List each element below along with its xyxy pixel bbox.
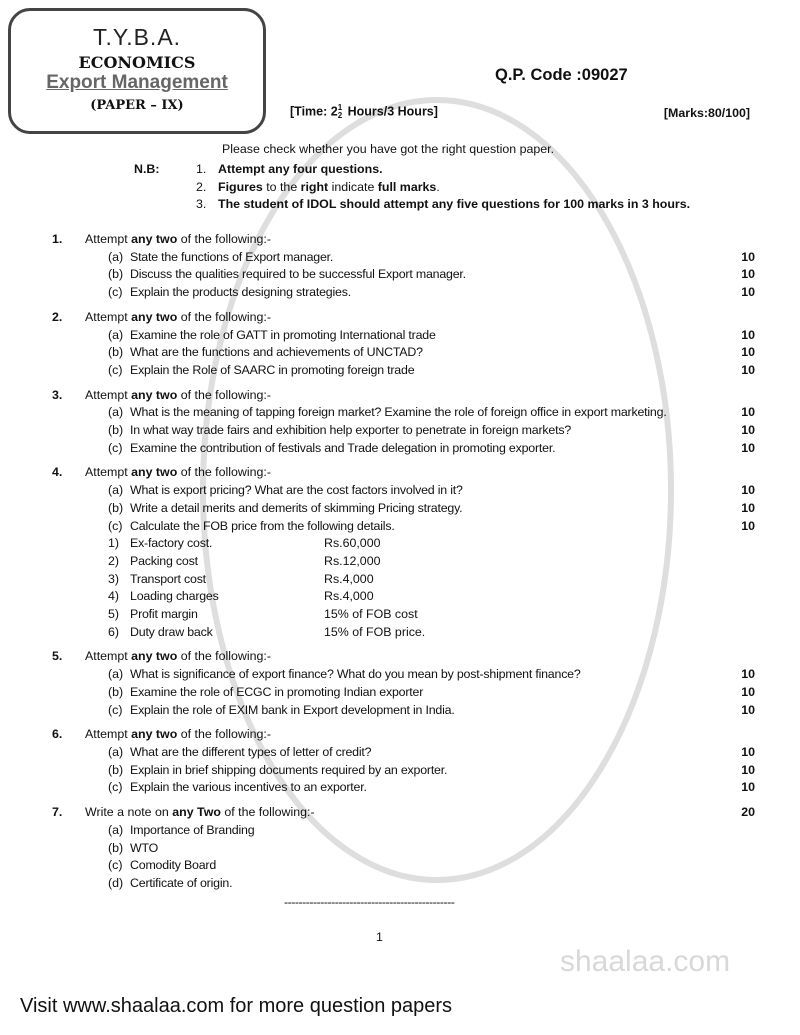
question-block: [52, 309, 755, 380]
sub-question-marks: [725, 840, 755, 858]
detail-value: Rs.4,000: [324, 571, 374, 586]
sub-question: [52, 553, 755, 571]
question-block: [52, 231, 755, 302]
sub-question-text: [52, 840, 725, 858]
detail-value: Rs.4,000: [324, 589, 374, 604]
sub-question-label: (c): [108, 440, 123, 455]
question-instruction: Attempt any two of the following:-: [85, 727, 271, 742]
page-number: 1: [376, 930, 383, 944]
sub-question-body: Loading charges: [130, 589, 219, 604]
question-marks: [725, 648, 755, 666]
sub-question-marks: 10: [741, 762, 755, 777]
sub-question: [52, 518, 755, 536]
sub-question-body: What is the meaning of tapping foreign market? Examine the role of foreign office in export marketing.: [130, 405, 667, 420]
sub-question: [52, 744, 755, 762]
question-marks: [725, 231, 755, 249]
sub-question-marks: 10: [741, 440, 755, 455]
question-heading: [52, 726, 755, 744]
sub-question-marks: 10: [741, 327, 755, 342]
question-number: 7.: [52, 805, 63, 820]
sub-question-marks: 10: [741, 667, 755, 682]
sub-question-marks: [725, 857, 755, 875]
sub-question-label: 1): [108, 536, 120, 551]
sub-question-label: 5): [108, 607, 120, 622]
sub-question: [52, 875, 755, 893]
question-instruction: Write a note on any Two of the following:-: [85, 805, 315, 820]
sub-question: [52, 684, 755, 702]
sub-question-text: [52, 518, 725, 536]
sub-question-body: Calculate the FOB price from the following details.: [130, 518, 395, 533]
sub-question-label: (c): [108, 702, 123, 717]
sub-question-text: [52, 875, 725, 893]
sub-question-text: [52, 588, 725, 606]
detail-value: 15% of FOB cost: [324, 607, 418, 622]
sub-question-label: (d): [108, 875, 124, 890]
sub-question-label: (a): [108, 249, 124, 264]
question-instruction: Attempt any two of the following:-: [85, 232, 271, 246]
sub-question: [52, 624, 755, 642]
sub-question-body: What are the different types of letter of credit?: [130, 744, 372, 759]
detail-value: Rs.12,000: [324, 553, 381, 568]
instruction-text: Attempt any four questions.: [218, 162, 383, 176]
course-header-box: [8, 8, 266, 134]
nb-label: N.B:: [134, 162, 160, 176]
sub-question-body: What are the functions and achievements of UNCTAD?: [130, 345, 423, 360]
sub-question-marks: 10: [741, 267, 755, 282]
sub-question: [52, 702, 755, 720]
exam-time: [290, 104, 438, 120]
sub-question-body: WTO: [130, 840, 159, 855]
sub-question-text: [52, 440, 725, 458]
sub-question-label: (b): [108, 840, 124, 855]
sub-question-text: [52, 702, 725, 720]
sub-question: [52, 588, 755, 606]
sub-question-text: [52, 284, 725, 302]
sub-question: [52, 606, 755, 624]
sub-question-label: (c): [108, 780, 123, 795]
sub-question-label: (b): [108, 423, 124, 438]
sub-question-marks: 10: [741, 518, 755, 533]
sub-question-text: [52, 362, 725, 380]
question-instruction: Attempt any two of the following:-: [85, 649, 271, 664]
sub-question: [52, 822, 755, 840]
sub-question-label: (a): [108, 327, 124, 342]
instruction-number: 2.: [196, 179, 207, 194]
sub-question-label: 4): [108, 589, 120, 604]
sub-question-marks: [725, 606, 755, 624]
sub-question-body: Packing cost: [130, 553, 198, 568]
sub-question: [52, 344, 755, 362]
sub-question: [52, 362, 755, 380]
sub-question-marks: [725, 535, 755, 553]
sub-question: [52, 482, 755, 500]
question-marks: [725, 309, 755, 327]
sub-question-text: [52, 571, 725, 589]
question-heading: [52, 231, 755, 249]
sub-question: [52, 404, 755, 422]
time-fraction: [338, 104, 342, 120]
qp-code: Q.P. Code :09027: [495, 66, 628, 84]
sub-question-text: [52, 744, 725, 762]
sub-question: [52, 284, 755, 302]
class-name: T.Y.B.A.: [92, 24, 182, 50]
question-block: [52, 648, 755, 719]
sub-question-text: [52, 266, 725, 284]
question-heading: [52, 309, 755, 327]
question-heading: [52, 387, 755, 405]
sub-question-label: (b): [108, 345, 124, 360]
question-number: 3.: [52, 387, 63, 402]
time-prefix: [Time: 2: [290, 104, 338, 119]
sub-question-marks: 10: [741, 483, 755, 498]
sub-question-body: Profit margin: [130, 607, 198, 622]
sub-question-text: [52, 482, 725, 500]
sub-question-marks: 10: [741, 744, 755, 759]
sub-question-marks: [725, 875, 755, 893]
question-block: [52, 387, 755, 458]
sub-question-body: Write a detail merits and demerits of skimming Pricing strategy.: [130, 500, 463, 515]
sub-question-text: [52, 500, 725, 518]
sub-question-label: (a): [108, 405, 124, 420]
sub-question-label: (c): [108, 362, 123, 377]
sub-question: [52, 666, 755, 684]
sub-question-body: What is export pricing? What are the cost factors involved in it?: [130, 483, 463, 498]
question-number: 2.: [52, 309, 63, 324]
sub-question-marks: [725, 553, 755, 571]
instruction-number: 3.: [196, 197, 207, 212]
sub-question-body: Explain in brief shipping documents required by an exporter.: [130, 762, 448, 777]
paper-number: (PAPER – IX): [90, 98, 184, 113]
sub-question-body: Duty draw back: [130, 624, 213, 639]
course-name: Export Management: [46, 72, 228, 93]
sub-question-text: [52, 553, 725, 571]
sub-question-body: Comodity Board: [130, 858, 217, 873]
sub-question-text: [52, 762, 725, 780]
sub-question-marks: 10: [741, 702, 755, 717]
question-instruction: Attempt any two of the following:-: [85, 387, 271, 402]
sub-question-text: [52, 822, 725, 840]
question-heading: [52, 464, 755, 482]
question-number: 5.: [52, 649, 63, 664]
sub-question-body: Examine the role of GATT in promoting International trade: [130, 327, 436, 342]
question-instruction: Attempt any two of the following:-: [85, 309, 271, 324]
sub-question-body: Importance of Branding: [130, 822, 255, 837]
sub-question: [52, 762, 755, 780]
instruction-item: [196, 180, 440, 194]
check-note: Please check whether you have got the right question paper.: [222, 142, 555, 156]
instruction-number: 1.: [196, 162, 207, 176]
sub-question-text: [52, 857, 725, 875]
question-heading: [52, 648, 755, 666]
sub-question-label: (c): [108, 285, 123, 300]
sub-question: [52, 500, 755, 518]
sub-question-text: [52, 344, 725, 362]
sub-question-label: (b): [108, 267, 124, 282]
sub-question: [52, 249, 755, 267]
question-number: 4.: [52, 465, 63, 480]
sub-question-marks: [725, 822, 755, 840]
sub-question-text: [52, 535, 725, 553]
sub-question-marks: 10: [741, 500, 755, 515]
sub-question-text: [52, 249, 725, 267]
instruction-item: [196, 162, 383, 176]
sub-question-body: Ex-factory cost.: [130, 536, 213, 551]
sub-question: [52, 779, 755, 797]
sub-question: [52, 440, 755, 458]
fraction-denominator: 2: [337, 111, 343, 120]
sub-question-marks: 10: [741, 405, 755, 420]
sub-question: [52, 266, 755, 284]
footer-note: Visit www.shaalaa.com for more question papers: [20, 995, 453, 1017]
sub-question-marks: 10: [741, 345, 755, 360]
questions: [52, 231, 755, 893]
sub-question-body: Transport cost: [130, 571, 206, 586]
time-suffix: Hours/3 Hours]: [344, 104, 438, 119]
sub-question-body: Discuss the qualities required to be successful Export manager.: [130, 267, 466, 282]
question-marks: [725, 726, 755, 744]
sub-question-marks: 10: [741, 362, 755, 377]
sub-question-label: (a): [108, 744, 124, 759]
sub-question: [52, 327, 755, 345]
sub-question-marks: 10: [741, 285, 755, 300]
sub-question-label: (c): [108, 858, 123, 873]
sub-question: [52, 571, 755, 589]
sub-question-body: Explain the role of EXIM bank in Export development in India.: [130, 702, 455, 717]
sub-question-marks: 10: [741, 423, 755, 438]
sub-question-body: Certificate of origin.: [130, 875, 233, 890]
sub-question-text: [52, 422, 725, 440]
question-marks: [725, 387, 755, 405]
question-marks: [725, 464, 755, 482]
sub-question-body: Examine the contribution of festivals and Trade delegation in promoting exporter.: [130, 440, 556, 455]
instruction-text: Figures to the right indicate full marks.: [218, 179, 440, 194]
sub-question-text: [52, 666, 725, 684]
fraction-numerator: 1: [337, 103, 343, 112]
sub-question-label: (b): [108, 500, 124, 515]
subject-name: ECONOMICS: [78, 53, 196, 72]
sub-question-body: Explain the various incentives to an exporter.: [130, 780, 367, 795]
sub-question-label: 6): [108, 624, 120, 639]
sub-question-text: [52, 327, 725, 345]
watermark-text: shaalaa.com: [560, 945, 731, 978]
instruction-item: [196, 197, 690, 211]
sub-question-body: Explain the Role of SAARC in promoting foreign trade: [130, 362, 415, 377]
question-heading: [52, 804, 755, 822]
question-block: [52, 464, 755, 641]
sub-question-marks: 10: [741, 684, 755, 699]
instruction-text: The student of IDOL should attempt any five questions for 100 marks in 3 hours.: [218, 197, 691, 212]
sub-question-label: (a): [108, 822, 124, 837]
question-marks: 20: [741, 805, 755, 820]
sub-question-body: Explain the products designing strategies.: [130, 285, 351, 300]
detail-value: Rs.60,000: [324, 536, 381, 551]
end-rule: -----------------------------------------------: [284, 895, 455, 909]
detail-value: 15% of FOB price.: [324, 624, 426, 639]
sub-question-text: [52, 779, 725, 797]
sub-question: [52, 857, 755, 875]
sub-question-marks: [725, 624, 755, 642]
question-number: 6.: [52, 727, 63, 742]
sub-question-label: 2): [108, 553, 120, 568]
sub-question-marks: 10: [741, 780, 755, 795]
question-block: [52, 804, 755, 893]
question-number: 1.: [52, 232, 63, 246]
sub-question-label: 3): [108, 571, 120, 586]
sub-question-body: Examine the role of ECGC in promoting Indian exporter: [130, 684, 424, 699]
sub-question-marks: [725, 571, 755, 589]
sub-question-body: What is significance of export finance? What do you mean by post-shipment finance?: [130, 667, 581, 682]
sub-question-label: (c): [108, 518, 123, 533]
sub-question-body: State the functions of Export manager.: [130, 249, 334, 264]
sub-question: [52, 422, 755, 440]
sub-question-marks: [725, 588, 755, 606]
sub-question-marks: 10: [741, 249, 755, 264]
question-instruction: Attempt any two of the following:-: [85, 465, 271, 480]
sub-question-body: In what way trade fairs and exhibition help exporter to penetrate in foreign markets?: [130, 423, 572, 438]
exam-marks: [Marks:80/100]: [663, 106, 750, 120]
sub-question-text: [52, 404, 725, 422]
question-block: [52, 726, 755, 797]
sub-question-label: (a): [108, 667, 124, 682]
sub-question: [52, 840, 755, 858]
sub-question-label: (b): [108, 684, 124, 699]
sub-question-label: (a): [108, 483, 124, 498]
sub-question: [52, 535, 755, 553]
sub-question-label: (b): [108, 762, 124, 777]
sub-question-text: [52, 684, 725, 702]
